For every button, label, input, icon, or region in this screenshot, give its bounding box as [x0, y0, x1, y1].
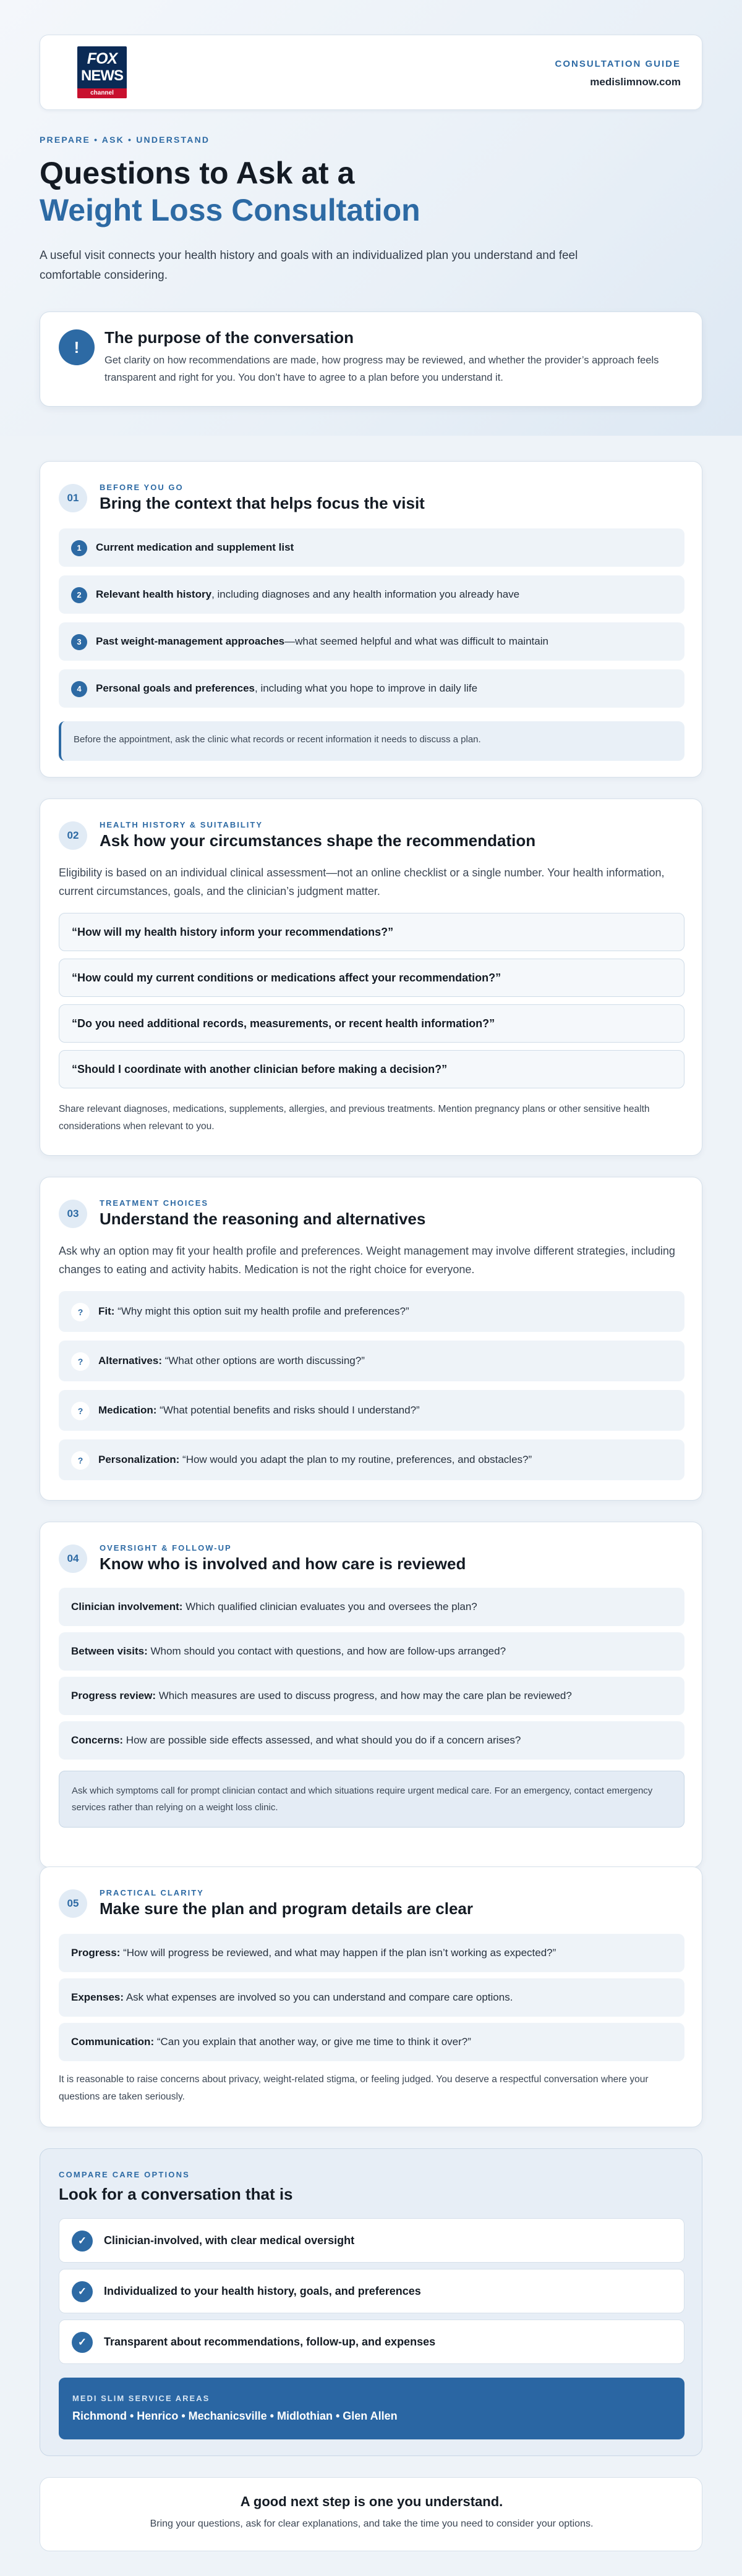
section-title: Know who is involved and how care is reviewed: [100, 1554, 466, 1573]
section-oversight: [40, 1522, 702, 1868]
tip-note: Before the appointment, ask the clinic what records or recent information it needs to discuss a plan.: [59, 721, 684, 761]
item-text: How are possible side effects assessed, and what should you do if a concern arises?: [123, 1734, 521, 1746]
section-title: Understand the reasoning and alternatives: [100, 1210, 426, 1228]
list-item: [59, 528, 684, 567]
exclamation-icon: !: [59, 329, 95, 365]
closing-title: A good next step is one you understand.: [240, 2494, 503, 2509]
item-text: Which qualified clinician evaluates you and oversees the plan?: [182, 1601, 477, 1612]
list-item: [59, 622, 684, 661]
item-bold: Progress:: [71, 1947, 121, 1959]
hero-intro: A useful visit connects your health history and goals with an individualized plan you understand and feel comfortable considering.: [40, 249, 578, 282]
urgent-care-note: Ask which symptoms call for prompt clinician contact and which situations require urgent medical care. For an emergency, contact emergency services rather than relying on a weight loss clinic.: [59, 1771, 684, 1828]
section-lead: Eligibility is based on an individual clinical assessment—not an online checklist or a single number. Your health information, current circumstances, goals, and the clinician’s judgment matter.: [59, 866, 665, 897]
list-item: [59, 1390, 684, 1431]
check-item-text: Transparent about recommendations, follow-up, and expenses: [104, 2336, 436, 2348]
hero-eyebrow: PREPARE • ASK • UNDERSTAND: [40, 135, 210, 145]
list-item: [59, 1588, 684, 1626]
check-icon: ✓: [72, 2231, 93, 2252]
section-note: It is reasonable to raise concerns about privacy, weight-related stigma, or feeling judged. You deserve a respectful conversation where your questions are taken seriously.: [59, 2074, 649, 2102]
item-text: Whom should you contact with questions, and how are follow-ups arranged?: [147, 1645, 506, 1657]
item-bold: Past weight-management approaches: [96, 635, 285, 647]
service-areas-list: Richmond • Henrico • Mechanicsville • Midlothian • Glen Allen: [72, 2410, 398, 2422]
item-text: , including what you hope to improve in daily life: [255, 682, 478, 694]
section-health-history: [40, 799, 702, 1156]
logo-channel-text: channel: [77, 88, 127, 98]
check-icon: ✓: [72, 2332, 93, 2353]
item-text: , including diagnoses and any health information you already have: [211, 588, 520, 600]
section-title: Make sure the plan and program details are clear: [100, 1899, 474, 1918]
item-bold: Clinician involvement:: [71, 1601, 183, 1612]
item-bold: Alternatives:: [98, 1355, 162, 1366]
list-item: [59, 1632, 684, 1671]
check-item: [59, 2269, 684, 2313]
number-badge: 2: [71, 587, 87, 603]
fox-news-logo[interactable]: [77, 46, 127, 98]
section-eyebrow: OVERSIGHT & FOLLOW-UP: [100, 1543, 232, 1553]
number-badge: 3: [71, 634, 87, 650]
item-bold: Communication:: [71, 2036, 155, 2048]
section-eyebrow: TREATMENT CHOICES: [100, 1198, 209, 1208]
item-bold: Between visits:: [71, 1645, 148, 1657]
header-site-link[interactable]: medislimnow.com: [590, 76, 681, 88]
item-text: “What potential benefits and risks should I understand?”: [156, 1404, 420, 1416]
item-bold: Progress review:: [71, 1690, 156, 1701]
question-icon: ?: [71, 1303, 90, 1321]
list-item: [59, 1721, 684, 1760]
site-header: [40, 35, 702, 110]
section-number: 01: [59, 484, 87, 512]
purpose-text: Get clarity on how recommendations are made, how progress may be reviewed, and whether the provider’s approach feels transparent and right for you. You don’t have to agree to a plan before you understand it.: [104, 355, 659, 383]
list-item: [59, 1934, 684, 1972]
question-item: “Should I coordinate with another clinician before making a decision?”: [59, 1050, 684, 1088]
logo-news-text: NEWS: [81, 67, 123, 84]
section-practical-clarity: [40, 1866, 702, 2127]
section-eyebrow: PRACTICAL CLARITY: [100, 1888, 204, 1897]
item-text: Which measures are used to discuss progress, and how may the care plan be reviewed?: [156, 1690, 572, 1701]
closing-text: Bring your questions, ask for clear explanations, and take the time you need to consider your options.: [150, 2519, 594, 2529]
item-bold: Concerns:: [71, 1734, 124, 1746]
item-text: “How would you adapt the plan to my routine, preferences, and obstacles?”: [179, 1454, 532, 1465]
check-item: [59, 2218, 684, 2263]
list-item: [59, 1439, 684, 1480]
section-treatment-choices: [40, 1177, 702, 1501]
item-text: “Why might this option suit my health profile and preferences?”: [114, 1305, 409, 1317]
section-eyebrow: BEFORE YOU GO: [100, 483, 184, 492]
item-bold: Relevant health history: [96, 588, 212, 600]
question-item: “How will my health history inform your recommendations?”: [59, 913, 684, 951]
item-text: “How will progress be reviewed, and what may happen if the plan isn’t working as expected?”: [120, 1947, 556, 1959]
item-bold: Current medication and supplement list: [96, 541, 294, 553]
check-item-text: Clinician-involved, with clear medical oversight: [104, 2234, 355, 2247]
page-title-line1: Questions to Ask at a: [40, 156, 355, 190]
section-title: Bring the context that helps focus the visit: [100, 494, 425, 512]
check-item-text: Individualized to your health history, goals, and preferences: [104, 2285, 421, 2297]
section-number: 04: [59, 1544, 87, 1573]
check-icon: ✓: [72, 2281, 93, 2302]
item-bold: Personalization:: [98, 1454, 180, 1465]
compare-eyebrow: COMPARE CARE OPTIONS: [59, 2170, 190, 2179]
list-item: [59, 1978, 684, 2017]
list-item: [59, 1341, 684, 1381]
section-number: 05: [59, 1889, 87, 1918]
service-areas-banner: [59, 2378, 684, 2439]
closing-card: [40, 2477, 702, 2551]
section-number: 03: [59, 1200, 87, 1228]
section-lead: Ask why an option may fit your health profile and preferences. Weight management may involve different strategies, including changes to eating and activity habits. Medication is not the right choice for everyone.: [59, 1245, 675, 1276]
list-item: [59, 669, 684, 708]
item-text: —what seemed helpful and what was difficult to maintain: [284, 635, 548, 647]
purpose-card: [40, 311, 702, 407]
number-badge: 4: [71, 681, 87, 697]
item-bold: Medication:: [98, 1404, 157, 1416]
page-title: [40, 155, 702, 229]
logo-fox-text: FOX: [87, 50, 117, 67]
list-item: [59, 2023, 684, 2061]
item-text: Ask what expenses are involved so you can understand and compare care options.: [124, 1991, 513, 2003]
question-item: “How could my current conditions or medications affect your recommendation?”: [59, 959, 684, 997]
list-item: [59, 575, 684, 614]
section-eyebrow: HEALTH HISTORY & SUITABILITY: [100, 820, 263, 829]
compare-care-options: [40, 2148, 702, 2456]
header-eyebrow: CONSULTATION GUIDE: [555, 59, 681, 69]
item-text: “Can you explain that another way, or give me time to think it over?”: [154, 2036, 471, 2048]
service-areas-title: MEDI SLIM SERVICE AREAS: [72, 2394, 210, 2403]
item-text: “What other options are worth discussing?”: [161, 1355, 365, 1366]
section-note: Share relevant diagnoses, medications, supplements, allergies, and previous treatments. Mention pregnancy plans or other sensitive health considerations when relevant to you.: [59, 1104, 650, 1132]
section-before-you-go: [40, 461, 702, 777]
question-icon: ?: [71, 1352, 90, 1371]
item-bold: Personal goals and preferences: [96, 682, 255, 694]
question-item: “Do you need additional records, measurements, or recent health information?”: [59, 1004, 684, 1043]
section-number: 02: [59, 821, 87, 850]
number-badge: 1: [71, 540, 87, 556]
item-bold: Expenses:: [71, 1991, 124, 2003]
question-icon: ?: [71, 1451, 90, 1470]
list-item: [59, 1291, 684, 1332]
list-item: [59, 1677, 684, 1715]
check-item: [59, 2320, 684, 2364]
item-bold: Fit:: [98, 1305, 115, 1317]
section-title: Ask how your circumstances shape the recommendation: [100, 831, 536, 850]
page-title-line2: Weight Loss Consultation: [40, 193, 420, 227]
question-icon: ?: [71, 1402, 90, 1420]
compare-title: Look for a conversation that is: [59, 2185, 293, 2203]
purpose-title: The purpose of the conversation: [104, 328, 354, 347]
